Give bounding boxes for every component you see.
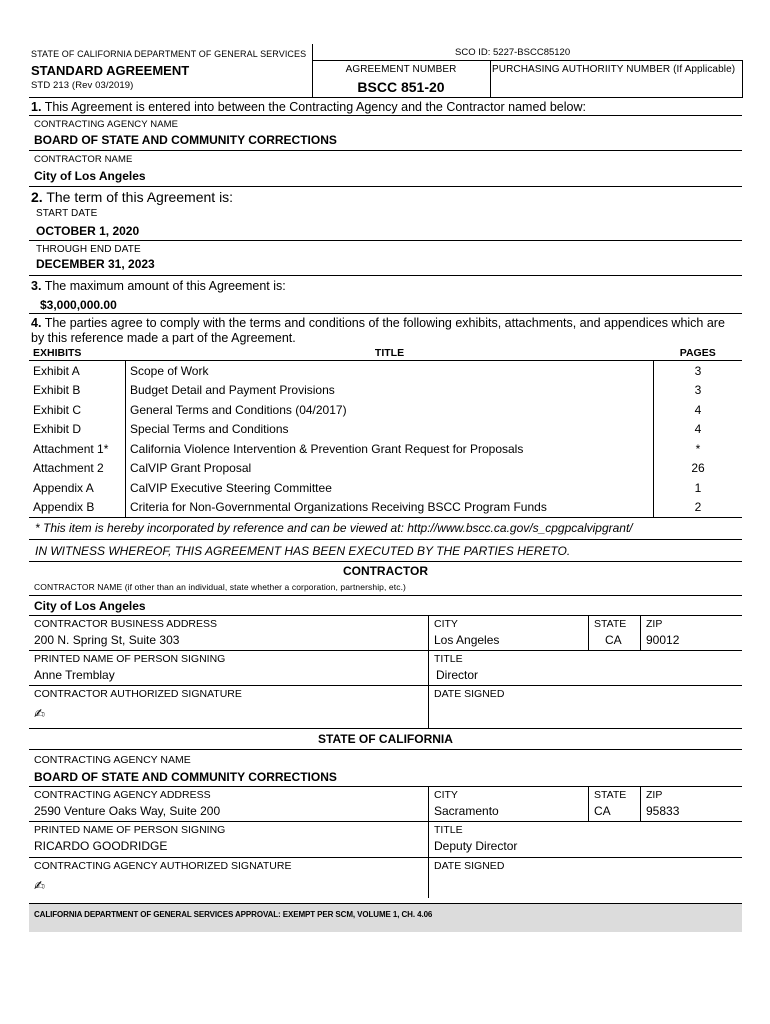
exhibit-title: General Terms and Conditions (04/2017): [130, 402, 347, 417]
contractor-name: City of Los Angeles: [34, 169, 146, 183]
table-row: [29, 361, 742, 381]
section-number: 1.: [31, 100, 42, 114]
exhibit-pages: 3: [654, 381, 743, 401]
end-date-row: [29, 256, 742, 276]
contractor-name-label: CONTRACTOR NAME: [34, 154, 133, 165]
agreement-number: BSCC 851-20: [357, 79, 445, 95]
contractor-zip-cell: [640, 616, 743, 650]
contractor-type-label: CONTRACTOR NAME (if other than an individual, state whether a corporation, partnership, etc.): [34, 582, 406, 592]
state-state-cell: [588, 787, 641, 821]
contractor-title-label: TITLE: [434, 653, 463, 665]
col-pages: PAGES: [654, 345, 743, 361]
contractor-signature-row: [29, 686, 742, 729]
exhibit-name: Appendix B: [29, 498, 126, 518]
contractor-signature-label: CONTRACTOR AUTHORIZED SIGNATURE: [34, 688, 242, 700]
section-1-text: This Agreement is entered into between the Contracting Agency and the Contractor named below:: [44, 100, 586, 114]
exhibit-pages: 26: [654, 459, 743, 479]
section-1-intro: [29, 97, 742, 116]
state-zip: 95833: [646, 804, 680, 818]
exhibit-title: Special Terms and Conditions: [130, 422, 289, 437]
form-id: STD 213 (Rev 03/2019): [31, 80, 134, 91]
contractor-name-row: [29, 167, 742, 187]
contractor-address: 200 N. Spring St, Suite 303: [34, 633, 180, 647]
state-signer: RICARDO GOODRIDGE: [34, 839, 168, 853]
exhibits-table: [29, 345, 742, 518]
contractor-heading: CONTRACTOR: [342, 564, 429, 578]
form-title: STANDARD AGREEMENT: [31, 63, 190, 78]
table-row: [29, 420, 742, 440]
state-zip-cell: [640, 787, 743, 821]
exhibit-name: Attachment 2: [29, 459, 126, 479]
state-state: CA: [594, 804, 611, 818]
max-amount-row: [29, 294, 742, 314]
exhibits-header-row: [29, 345, 742, 361]
state-agency: BOARD OF STATE AND COMMUNITY CORRECTIONS: [34, 770, 337, 784]
state-signature-field[interactable]: ✍: [34, 878, 45, 893]
exhibit-title: CalVIP Grant Proposal: [130, 461, 252, 476]
table-row: [29, 498, 742, 518]
contractor-type-label-row: [29, 580, 742, 596]
state-state-label: STATE: [594, 789, 627, 801]
state-signer-row: [29, 822, 742, 858]
start-date-row: [29, 221, 742, 241]
contractor-heading-row: [29, 562, 742, 580]
start-date-label: START DATE: [36, 208, 98, 219]
state-city-label: CITY: [434, 789, 458, 801]
state-address-row: [29, 787, 742, 822]
exhibit-title: CalVIP Executive Steering Committee: [130, 480, 332, 495]
col-title: TITLE: [126, 345, 654, 361]
state-agency-row: [29, 767, 742, 787]
incorporation-note[interactable]: * This item is hereby incorporated by reference and can be viewed at: http://www.bscc.ca.gov/s_cpgpcalvipgrant/: [35, 521, 633, 535]
contractor-state: CA: [605, 633, 622, 647]
contractor-state-label: STATE: [594, 618, 627, 630]
sco-id: SCO ID: 5227-BSCC85120: [455, 47, 571, 58]
agency-name: BOARD OF STATE AND COMMUNITY CORRECTIONS: [34, 133, 337, 147]
contractor-address-row: [29, 616, 742, 651]
state-title: Deputy Director: [434, 839, 518, 853]
section-4-text: The parties agree to comply with the terms and conditions of the following exhibits, attachments, and appendices which are by this reference made a part of the Agreement.: [31, 316, 725, 345]
start-date-label-row: [29, 206, 742, 221]
state-city-cell: [428, 787, 589, 821]
dept-name: STATE OF CALIFORNIA DEPARTMENT OF GENERAL SERVICES: [31, 49, 307, 59]
exhibit-title: Budget Detail and Payment Provisions: [130, 383, 335, 398]
exhibit-pages: *: [654, 439, 743, 459]
state-city: Sacramento: [434, 804, 499, 818]
contractor-zip-label: ZIP: [646, 618, 663, 630]
state-date-cell[interactable]: [428, 858, 743, 898]
witness-statement: IN WITNESS WHEREOF, THIS AGREEMENT HAS BEEN EXECUTED BY THE PARTIES HERETO.: [35, 544, 571, 558]
contractor-address-label: CONTRACTOR BUSINESS ADDRESS: [34, 618, 218, 630]
agreement-number-box: [312, 60, 491, 98]
exhibit-title: California Violence Intervention & Prevention Grant Request for Proposals: [130, 441, 524, 456]
contractor-title: Director: [436, 668, 479, 682]
contractor-signer: Anne Tremblay: [34, 668, 115, 682]
state-heading-row: [29, 729, 742, 750]
contractor-signer-row: [29, 651, 742, 686]
state-signature-row: [29, 858, 742, 898]
purchasing-authority-label: PURCHASING AUTHORIITY NUMBER (If Applicable): [492, 64, 736, 75]
contractor-date-cell[interactable]: [428, 686, 743, 728]
contractor-signer-label: PRINTED NAME OF PERSON SIGNING: [34, 653, 226, 665]
contractor-name-label-row: [29, 151, 742, 167]
table-row: [29, 400, 742, 420]
contractor-city: Los Angeles: [434, 633, 500, 647]
agreement-number-label: AGREEMENT NUMBER: [345, 64, 457, 75]
exhibit-name: Exhibit C: [29, 400, 126, 420]
contractor-city-cell: [428, 616, 589, 650]
exhibit-name: Exhibit D: [29, 420, 126, 440]
exhibit-name: Exhibit B: [29, 381, 126, 401]
exhibit-pages: 1: [654, 478, 743, 498]
state-zip-label: ZIP: [646, 789, 663, 801]
contractor-date-label: DATE SIGNED: [434, 688, 505, 700]
state-signer-label: PRINTED NAME OF PERSON SIGNING: [34, 824, 226, 836]
section-2-text: The term of this Agreement is:: [46, 189, 234, 205]
table-row: [29, 478, 742, 498]
exhibit-name: Appendix A: [29, 478, 126, 498]
purchasing-authority-box: [490, 60, 743, 98]
col-exhibits: EXHIBITS: [29, 345, 126, 361]
section-3-intro: [29, 276, 742, 294]
form-header: [29, 44, 742, 97]
exhibit-name: Exhibit A: [29, 361, 126, 381]
contractor-legal-name-row: [29, 596, 742, 616]
max-amount: $3,000,000.00: [40, 298, 117, 312]
start-date: OCTOBER 1, 2020: [36, 224, 140, 238]
agency-name-label: CONTRACTING AGENCY NAME: [34, 119, 179, 130]
contractor-title-cell: [428, 651, 743, 685]
state-address: 2590 Venture Oaks Way, Suite 200: [34, 804, 221, 818]
contractor-city-label: CITY: [434, 618, 458, 630]
section-4-intro: [29, 314, 742, 345]
section-number: 4.: [31, 316, 42, 330]
contractor-legal-name: City of Los Angeles: [34, 599, 146, 613]
contractor-state-cell: [588, 616, 641, 650]
dgs-approval-text: CALIFORNIA DEPARTMENT OF GENERAL SERVICES APPROVAL: EXEMPT PER SCM, VOLUME 1, CH. 4.06: [34, 910, 433, 919]
table-row: [29, 459, 742, 479]
state-agency-label-row: [29, 750, 742, 767]
state-signature-label: CONTRACTING AGENCY AUTHORIZED SIGNATURE: [34, 860, 292, 872]
exhibit-pages: 4: [654, 400, 743, 420]
state-title-label: TITLE: [434, 824, 463, 836]
section-number: 3.: [31, 279, 42, 293]
agency-name-row: [29, 132, 742, 151]
section-3-text: The maximum amount of this Agreement is:: [44, 279, 286, 293]
section-2-intro: [29, 187, 742, 206]
exhibit-title: Criteria for Non-Governmental Organizations Receiving BSCC Program Funds: [126, 498, 654, 518]
table-row: [29, 381, 742, 401]
exhibit-name: Attachment 1*: [29, 439, 126, 459]
agency-name-label-row: [29, 116, 742, 132]
state-heading: STATE OF CALIFORNIA: [318, 732, 453, 746]
state-title-cell: [428, 822, 743, 857]
dgs-approval-footer: [29, 903, 742, 932]
contractor-zip: 90012: [646, 633, 680, 647]
table-row: [29, 439, 742, 459]
section-number: 2.: [31, 189, 43, 205]
state-address-label: CONTRACTING AGENCY ADDRESS: [34, 789, 211, 801]
state-agency-label: CONTRACTING AGENCY NAME: [34, 754, 191, 766]
exhibit-title: Scope of Work: [130, 363, 209, 378]
contractor-signature-field[interactable]: ✍: [34, 706, 45, 721]
end-date: DECEMBER 31, 2023: [36, 257, 155, 271]
incorporation-note-row: [29, 518, 742, 540]
exhibit-pages: 2: [654, 498, 743, 518]
exhibit-pages: 3: [654, 361, 743, 381]
header-left: [29, 44, 313, 97]
standard-agreement-form: [29, 44, 742, 898]
end-date-label: THROUGH END DATE: [36, 244, 141, 255]
state-date-label: DATE SIGNED: [434, 860, 505, 872]
witness-row: [29, 540, 742, 562]
end-date-label-row: [29, 241, 742, 256]
exhibit-pages: 4: [654, 420, 743, 440]
